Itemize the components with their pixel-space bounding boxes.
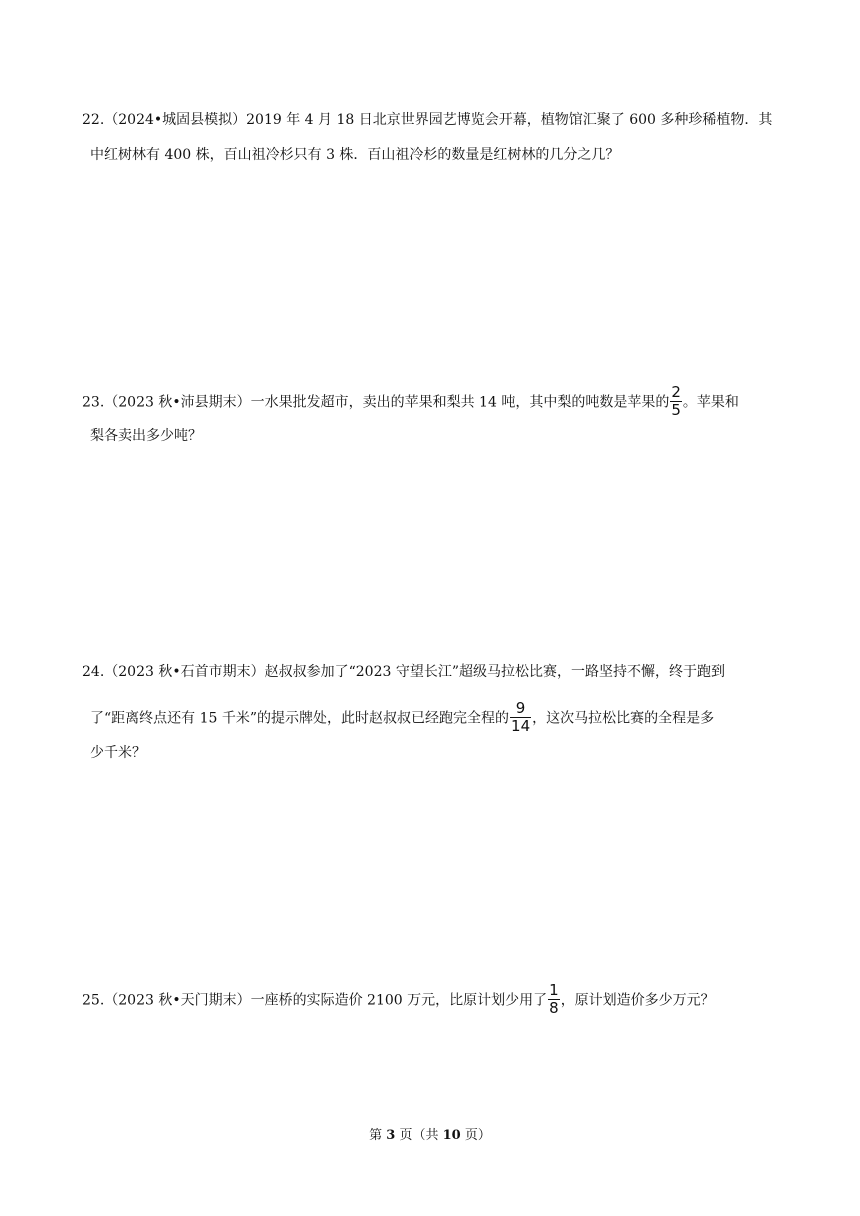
fraction-denominator: 5 [671,401,681,419]
fraction-numerator: 1 [549,981,559,999]
problem-24-line-2 [90,699,715,735]
problem-24-line-3: 少千米？ [90,745,146,761]
footer-middle: 页（共 [395,1128,443,1143]
problem-22-line-2: 中红树林有 400 株，百山祖冷杉只有 3 株．百山祖冷杉的数量是红树林的几分之几？ [90,147,620,163]
problem-23-line-2: 梨各卖出多少吨？ [90,428,202,444]
fraction-denominator: 8 [549,999,559,1017]
footer-suffix: 页） [460,1128,491,1143]
footer-total-pages: 10 [442,1128,461,1143]
fraction-9-14 [510,701,531,734]
problem-23-text-before: 23.（2023 秋•沛县期末）一水果批发超市，卖出的苹果和梨共 14 吨，其中梨的吨数是苹果的 [82,394,670,411]
problem-25-text-before: 25.（2023 秋•天门期末）一座桥的实际造价 2100 万元，比原计划少用了 [82,992,548,1009]
problem-24-text-before: 了“距离终点还有 15 千米”的提示牌处，此时赵叔叔已经跑完全程的 [90,710,510,727]
problem-23-line-1 [82,383,739,419]
problem-23-text-after: 。苹果和 [682,394,739,411]
problem-25-line-1 [82,981,715,1017]
footer-prefix: 第 [369,1128,387,1143]
fraction-numerator: 9 [515,699,526,717]
problem-24-line-1: 24.（2023 秋•石首市期末）赵叔叔参加了“2023 守望长江”超级马拉松比赛，一路坚持不懈，终于跑到 [82,664,725,680]
fraction-2-5 [670,385,682,418]
fraction-numerator: 2 [671,383,681,401]
footer-page-number: 3 [386,1128,396,1143]
fraction-1-8 [548,983,560,1016]
page-footer [0,1129,860,1143]
problem-22-line-1: 22.（2024•城固县模拟）2019 年 4 月 18 日北京世界园艺博览会开幕，植物馆汇聚了 600 多种珍稀植物．其 [82,112,773,128]
problem-25-text-after: ，原计划造价多少万元？ [560,992,715,1009]
fraction-denominator: 14 [511,717,531,735]
problem-24-text-after: ，这次马拉松比赛的全程是多 [532,710,715,727]
